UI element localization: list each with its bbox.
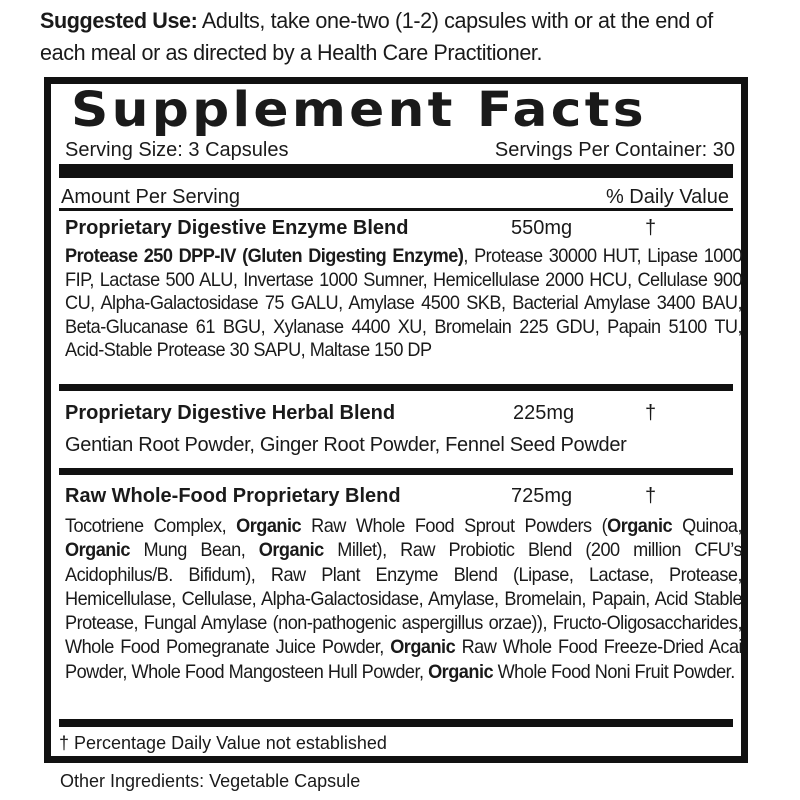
organic-label: Organic: [258, 539, 324, 562]
suggested-use: [40, 5, 746, 69]
ingredient-text: Quinoa,: [672, 515, 743, 537]
ingredient-text: Raw Whole Food Sprout Powders (: [301, 515, 608, 537]
enzyme-blend-header: [65, 214, 725, 242]
blend-amount: 225mg: [513, 402, 575, 424]
ingredient-text: Raw Whole Food Freeze-Dried Acai Powder, Whole Food Mangosteen Hull Powder,: [65, 636, 743, 683]
herbal-blend-header: [65, 399, 725, 427]
organic-label: Organic: [607, 515, 673, 537]
organic-label: Organic: [65, 539, 130, 562]
herbal-blend-ingredients: Gentian Root Powder, Ginger Root Powder, Fennel Seed Powder: [65, 434, 627, 456]
serving-row: [65, 137, 735, 163]
other-ingredients: Other Ingredients: Vegetable Capsule: [60, 771, 361, 791]
servings-per-container: Servings Per Container: 30: [494, 139, 735, 161]
divider-line: [59, 208, 733, 211]
ingredient-text: Mung Bean,: [129, 539, 259, 562]
amount-per-serving: Amount Per Serving: [61, 186, 240, 208]
amount-header-row: [59, 184, 733, 210]
blend-name: Raw Whole-Food Proprietary Blend: [65, 485, 401, 507]
ingredient-text: Millet), Raw Probiotic Blend (200 million CFU’s Acidophilus/B. Bifidum), Raw Plant Enzyme Blend (Lipase, Lactase, Protease, Hemicellulase, Cellulase, Alpha-Galactosidase, Amylase, Bromelain, Papain, Acid Stable Protease, Fungal Amylase (non-pathogenic aspergillus orzae)), Fructo-Oligosaccharides, Whole Food Pomegranate Juice Powder,: [65, 539, 743, 659]
blend-ingredients-text: , Protease 30000 HUT, Lipase 1000 FIP, Lactase 500 ALU, Invertase 1000 Sumner, Hemicellulase 2000 HCU, Cellulase 900 CU, Alpha-Galactosidase 75 GALU, Amylase 4500 SKB, Bacterial Amylase 3400 BAU, Beta-Glucanase 61 BGU, Xylanase 4400 XU, Bromelain 225 GDU, Papain 5100 TU, Acid-Stable Protease 30 SAPU, Maltase 150 DP: [65, 245, 743, 362]
blend-lead-ingredient: Protease 250 DPP-IV (Gluten Digesting Enzyme): [65, 245, 464, 267]
blend-amount: 550mg: [511, 217, 573, 239]
ingredient-text: Tocotriene Complex,: [65, 515, 237, 537]
supplement-facts-panel: [44, 77, 748, 763]
thick-divider: [59, 164, 733, 178]
enzyme-blend-ingredients: [65, 245, 742, 363]
footnote: † Percentage Daily Value not established: [59, 733, 387, 753]
medium-divider: [59, 468, 733, 475]
blend-dv: †: [645, 402, 657, 424]
whole-food-blend-header: [65, 482, 725, 510]
blend-amount: 725mg: [511, 485, 573, 507]
organic-label: Organic: [390, 636, 456, 659]
medium-divider: [59, 384, 733, 391]
ingredient-text: Whole Food Noni Fruit Powder.: [493, 660, 735, 683]
thick-bottom-divider: [59, 719, 733, 727]
organic-label: Organic: [428, 660, 494, 683]
panel-title: Supplement Facts: [71, 82, 647, 138]
blend-dv: †: [645, 217, 657, 239]
blend-dv: †: [645, 485, 657, 507]
whole-food-blend-ingredients: [65, 514, 742, 684]
serving-size: Serving Size: 3 Capsules: [65, 139, 289, 161]
blend-name: Proprietary Digestive Enzyme Blend: [65, 217, 409, 239]
suggested-use-text: Adults, take one-two (1-2) capsules with or at the end of each meal or as directed by a Health Care Practitioner.: [40, 8, 713, 65]
suggested-use-label: Suggested Use:: [40, 8, 198, 33]
organic-label: Organic: [236, 515, 302, 537]
daily-value-header: % Daily Value: [605, 186, 729, 208]
blend-name: Proprietary Digestive Herbal Blend: [65, 402, 396, 424]
